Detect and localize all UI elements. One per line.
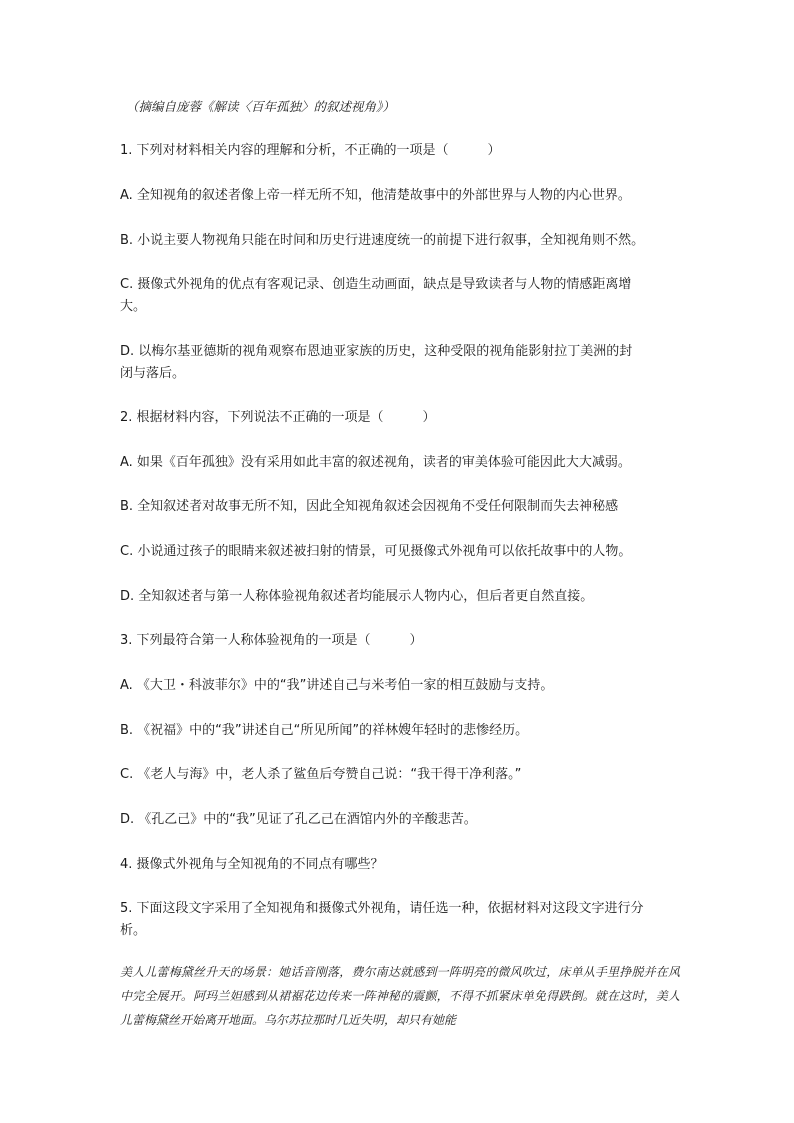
question-4-stem: 4. 摄像式外视角与全知视角的不同点有哪些？: [120, 857, 384, 872]
question-3-stem: 3. 下列最符合第一人称体验视角的一项是（ ）: [120, 633, 423, 648]
question-1-option-c-line1: C. 摄像式外视角的优点有客观记录、创造生动画面，缺点是导致读者与人物的情感距离增: [120, 277, 632, 292]
question-1-stem: 1. 下列对材料相关内容的理解和分析，不正确的一项是（ ）: [120, 143, 501, 158]
question-5-stem-line1: 5. 下面这段文字采用了全知视角和摄像式外视角，请任选一种，依据材料对这段文字进行分: [120, 901, 644, 916]
question-1-option-b: B. 小说主要人物视角只能在时间和历史行进速度统一的前提下进行叙事，全知视角则不然。: [120, 233, 645, 248]
question-3-option-d: D. 《孔乙己》中的“我”见证了孔乙己在酒馆内外的辛酸悲苦。: [120, 812, 477, 827]
question-3-option-c: C. 《老人与海》中，老人杀了鲨鱼后夸赞自己说：“我干得干净利落。”: [120, 767, 522, 782]
source-citation: （摘编自庞蓉《解读〈百年孤独〉的叙述视角》）: [126, 99, 395, 114]
novel-excerpt: 美人儿蕾梅黛丝升天的场景：她话音刚落，费尔南达就感到一阵明亮的微风吹过，床单从手里挣脱并在风中完全展开。阿玛兰妲感到从裙裾花边传来一阵神秘的震颤，不得不抓紧床单免得跌倒。就在这时，美人儿蕾梅黛丝开始离开地面。乌尔苏拉那时几近失明，却只有她能: [120, 965, 680, 1027]
question-2-option-b: B. 全知叙述者对故事无所不知，因此全知视角叙述会因视角不受任何限制而失去神秘感: [120, 499, 619, 514]
question-2-option-c: C. 小说通过孩子的眼睛来叙述被扫射的情景，可见摄像式外视角可以依托故事中的人物。: [120, 544, 632, 559]
question-5-stem-line2: 析。: [120, 923, 147, 938]
question-2-option-d: D. 全知叙述者与第一人称体验视角叙述者均能展示人物内心，但后者更自然直接。: [120, 589, 594, 604]
question-3-option-a: A. 《大卫・科波菲尔》中的“我”讲述自己与米考伯一家的相互鼓励与支持。: [120, 678, 554, 693]
question-1-option-d-line1: D. 以梅尔基亚德斯的视角观察布恩迪亚家族的历史，这种受限的视角能影射拉丁美洲的封: [120, 344, 633, 359]
question-1-option-d-line2: 闭与落后。: [120, 366, 186, 381]
question-1-option-a: A. 全知视角的叙述者像上帝一样无所不知，他清楚故事中的外部世界与人物的内心世界。: [120, 188, 631, 203]
question-1-option-c-line2: 大。: [120, 299, 147, 314]
question-2-stem: 2. 根据材料内容，下列说法不正确的一项是（ ）: [120, 410, 436, 425]
question-2-option-a: A. 如果《百年孤独》没有采用如此丰富的叙述视角，读者的审美体验可能因此大大减弱。: [120, 455, 631, 470]
question-3-option-b: B. 《祝福》中的“我”讲述自己“所见所闻”的祥林嫂年轻时的悲惨经历。: [120, 723, 529, 738]
